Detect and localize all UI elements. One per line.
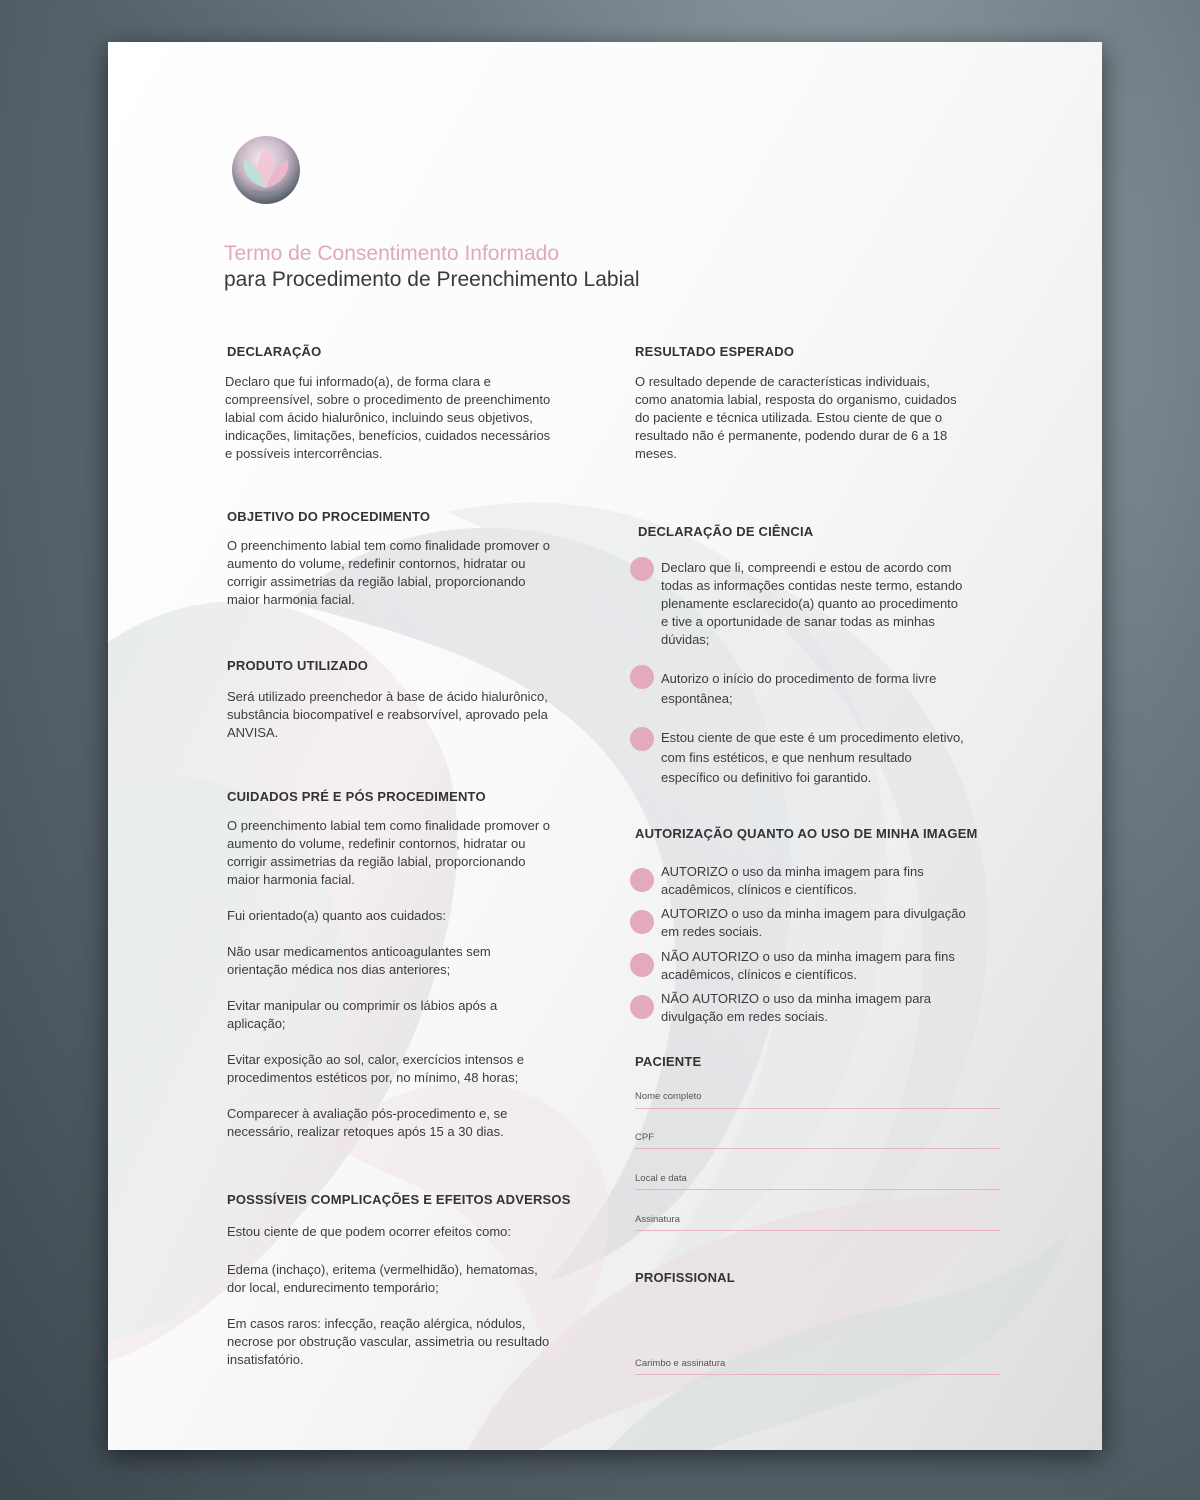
cuidados-heading: CUIDADOS PRÉ E PÓS PROCEDIMENTO — [227, 789, 486, 804]
cuidados-item-3: Evitar exposição ao sol, calor, exercícios intensos e procedimentos estéticos por, no mínimo, 48 horas; — [227, 1052, 524, 1085]
title-line-2: para Procedimento de Preenchimento Labial — [224, 268, 640, 291]
declaracao-text: Declaro que fui informado(a), de forma clara e compreensível, sobre o procedimento de preenchimento labial com ácido hialurônico, incluindo seus objetivos, indicações, limitações, benefícios, cuidados necessários e possíveis intercorrências. — [225, 374, 551, 461]
cuidados-oriented: Fui orientado(a) quanto aos cuidados: — [227, 908, 446, 923]
imagem-checkbox-2[interactable] — [630, 910, 654, 934]
assinatura-label: Assinatura — [635, 1214, 680, 1225]
nome-completo-field[interactable] — [635, 1108, 1000, 1109]
cuidados-item-2: Evitar manipular ou comprimir os lábios após a aplicação; — [227, 998, 498, 1031]
produto-text: Será utilizado preenchedor à base de ácido hialurônico, substância biocompatível e reabsorvível, aprovado pela ANVISA. — [227, 689, 548, 740]
paciente-heading: PACIENTE — [635, 1054, 702, 1069]
ciencia-checkbox-2[interactable] — [630, 665, 654, 689]
objetivo-heading: OBJETIVO DO PROCEDIMENTO — [227, 509, 431, 524]
ciencia-item-3: Estou ciente de que este é um procedimento eletivo, com fins estéticos, e que nenhum resultado específico ou definitivo foi garantido. — [661, 730, 964, 785]
local-data-label: Local e data — [635, 1173, 687, 1184]
imagem-heading: AUTORIZAÇÃO QUANTO AO USO DE MINHA IMAGEM — [635, 826, 978, 841]
nome-completo-label: Nome completo — [635, 1091, 702, 1102]
ciencia-item-1: Declaro que li, compreendi e estou de acordo com todas as informações contidas neste termo, estando plenamente esclarecido(a) quanto ao procedimento e tive a oportunidade de sanar todas as minhas dúvidas; — [661, 560, 963, 647]
local-data-field[interactable] — [635, 1189, 1000, 1190]
complicacoes-intro: Estou ciente de que podem ocorrer efeitos como: — [227, 1224, 511, 1239]
cuidados-intro: O preenchimento labial tem como finalidade promover o aumento do volume, redefinir contornos, hidratar ou corrigir assimetrias da região labial, proporcionando maior harmonia facial. — [227, 818, 551, 887]
ciencia-checkbox-1[interactable] — [630, 557, 654, 581]
cuidados-item-1: Não usar medicamentos anticoagulantes sem orientação médica nos dias anteriores; — [227, 944, 491, 977]
imagem-item-2: AUTORIZO o uso da minha imagem para divulgação em redes sociais. — [661, 906, 966, 939]
complicacoes-item-1: Edema (inchaço), eritema (vermelhidão), hematomas, dor local, endurecimento temporário; — [227, 1262, 538, 1295]
resultado-heading: RESULTADO ESPERADO — [635, 344, 795, 359]
imagem-checkbox-3[interactable] — [630, 953, 654, 977]
cpf-field[interactable] — [635, 1148, 1000, 1149]
title-line-1: Termo de Consentimento Informado — [224, 242, 560, 265]
cuidados-item-4: Comparecer à avaliação pós-procedimento e, se necessário, realizar retoques após 15 a 30 dias. — [227, 1106, 508, 1139]
consent-form-page — [108, 42, 1102, 1450]
assinatura-field[interactable] — [635, 1230, 1000, 1231]
imagem-item-1: AUTORIZO o uso da minha imagem para fins acadêmicos, clínicos e científicos. — [661, 864, 924, 897]
profissional-heading: PROFISSIONAL — [635, 1270, 735, 1285]
imagem-item-3: NÃO AUTORIZO o uso da minha imagem para fins acadêmicos, clínicos e científicos. — [661, 949, 955, 982]
imagem-item-4: NÃO AUTORIZO o uso da minha imagem para divulgação em redes sociais. — [661, 991, 931, 1024]
complicacoes-item-2: Em casos raros: infecção, reação alérgica, nódulos, necrose por obstrução vascular, assimetria ou resultado insatisfatório. — [227, 1316, 550, 1367]
complicacoes-heading: POSSSÍVEIS COMPLICAÇÕES E EFEITOS ADVERSOS — [227, 1192, 571, 1207]
ciencia-heading: DECLARAÇÃO DE CIÊNCIA — [638, 524, 814, 539]
carimbo-assinatura-field[interactable] — [635, 1374, 1000, 1375]
ciencia-checkbox-3[interactable] — [630, 727, 654, 751]
objetivo-text: O preenchimento labial tem como finalidade promover o aumento do volume, redefinir contornos, hidratar ou corrigir assimetrias da região labial, proporcionando maior harmonia facial. — [227, 538, 551, 607]
carimbo-assinatura-label: Carimbo e assinatura — [635, 1358, 726, 1369]
resultado-text: O resultado depende de características individuais, como anatomia labial, resposta do organismo, cuidados do paciente e técnica utilizada. Estou ciente de que o resultado não é permanente, podendo durar de 6 a 18 meses. — [635, 374, 957, 461]
declaracao-heading: DECLARAÇÃO — [227, 344, 322, 359]
imagem-checkbox-1[interactable] — [630, 868, 654, 892]
lotus-orb-logo — [230, 134, 302, 206]
imagem-checkbox-4[interactable] — [630, 995, 654, 1019]
produto-heading: PRODUTO UTILIZADO — [227, 658, 369, 673]
cpf-label: CPF — [635, 1132, 654, 1143]
ciencia-item-2: Autorizo o início do procedimento de forma livre espontânea; — [661, 671, 937, 706]
